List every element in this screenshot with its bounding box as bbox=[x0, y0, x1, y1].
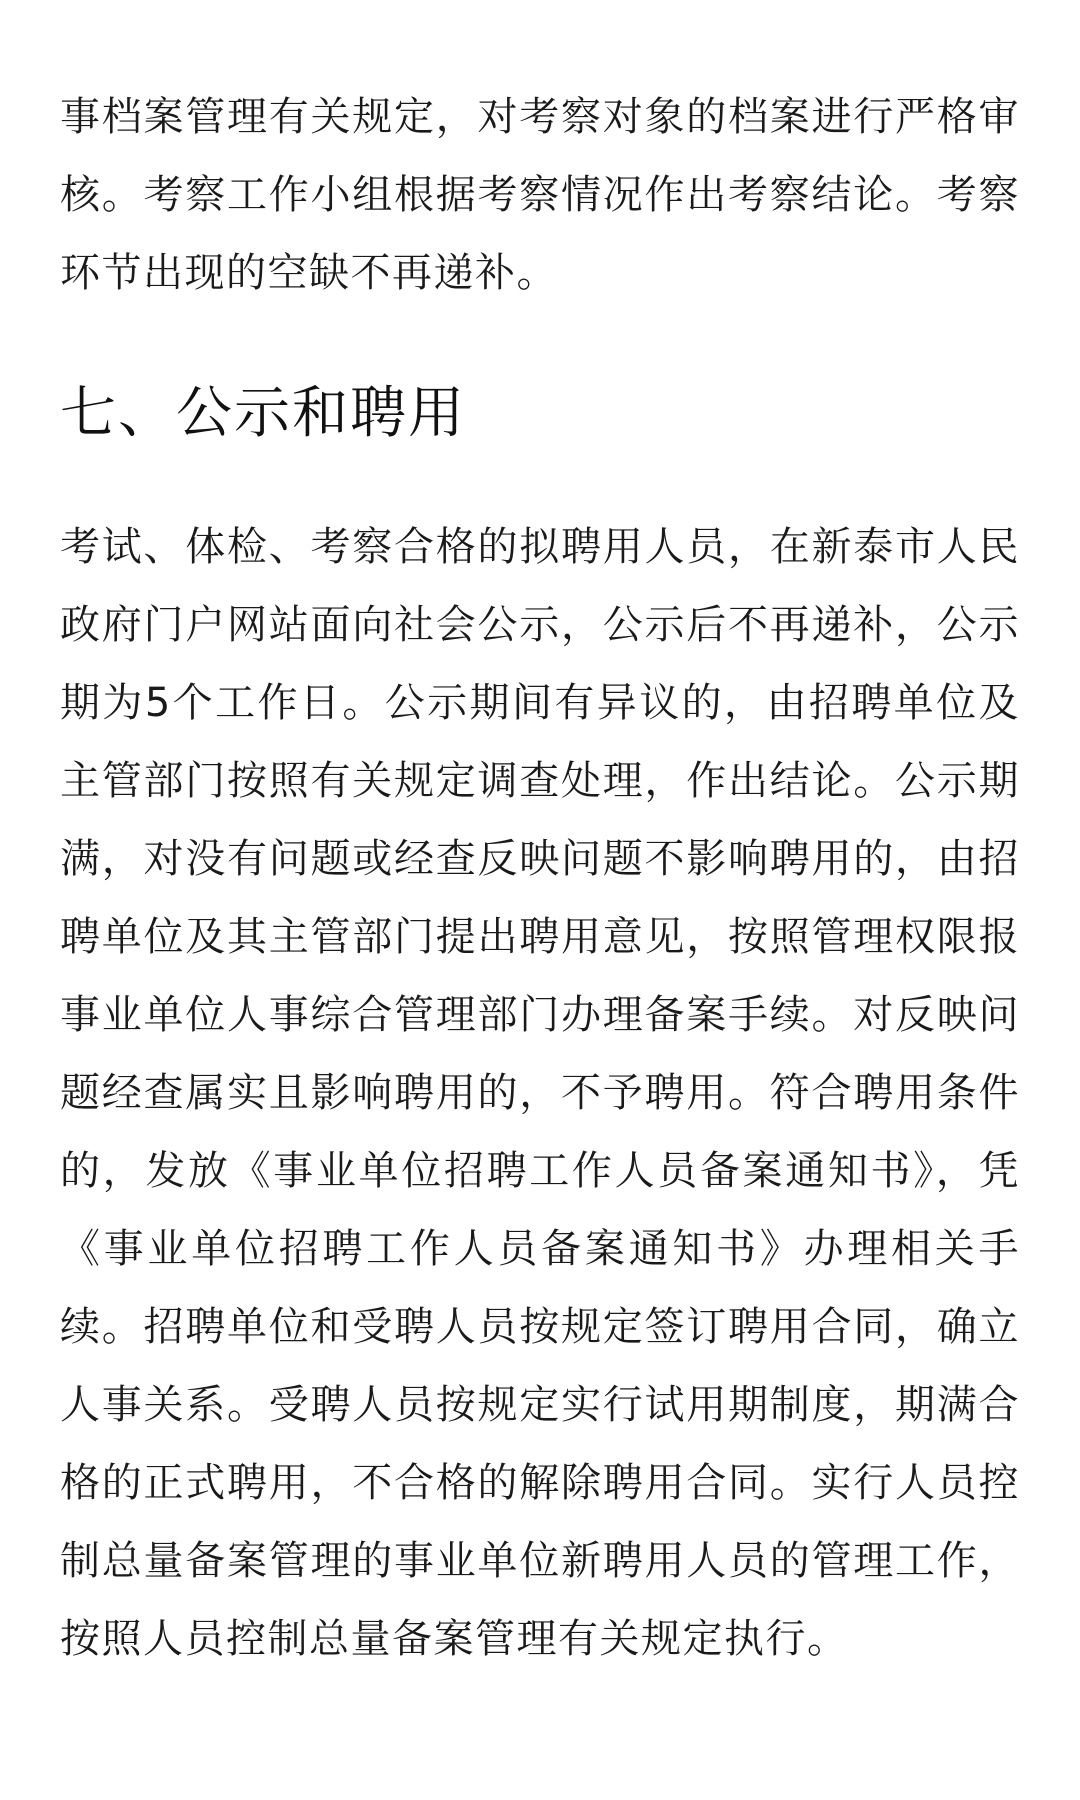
section-heading: 七、公示和聘用 bbox=[60, 381, 466, 446]
section-paragraph: 考试、体检、考察合格的拟聘用人员，在新泰市人民政府门户网站面向社会公示，公示后不再递补，公示期为5个工作日。公示期间有异议的，由招聘单位及主管部门按照有关规定调查处理，作出结论。公示期满，对没有问题或经查反映问题不影响聘用的，由招聘单位及其主管部门提出聘用意见，按照管理权限报事业单位人事综合管理部门办理备案手续。对反映问题经查属实且影响聘用的，不予聘用。符合聘用条件的，发放《事业单位招聘工作人员备案通知书》，凭《事业单位招聘工作人员备案通知书》办理相关手续。招聘单位和受聘人员按规定签订聘用合同，确立人事关系。受聘人员按规定实行试用期制度，期满合格的正式聘用，不合格的解除聘用合同。实行人员控制总量备案管理的事业单位新聘用人员的管理工作，按照人员控制总量备案管理有关规定执行。 bbox=[60, 524, 1020, 1662]
article-body bbox=[60, 78, 1020, 1678]
intro-paragraph: 事档案管理有关规定，对考察对象的档案进行严格审核。考察工作小组根据考察情况作出考察结论。考察环节出现的空缺不再递补。 bbox=[60, 94, 1020, 296]
